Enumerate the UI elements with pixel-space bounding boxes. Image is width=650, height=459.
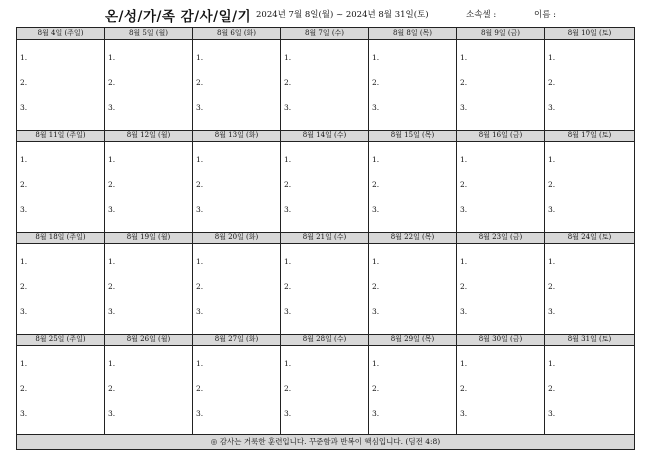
entry-line-number: 3. (108, 307, 116, 316)
day-header: 8월 9일 (금) (457, 28, 544, 40)
entry-line-number: 3. (460, 205, 468, 214)
day-cell[interactable] (105, 334, 193, 436)
day-header: 8월 17일 (토) (545, 130, 634, 142)
entry-line-number: 3. (548, 307, 556, 316)
entry-line-number: 2. (284, 384, 292, 393)
day-header: 8월 26일 (월) (105, 334, 192, 346)
entry-line-number: 3. (372, 103, 380, 112)
name-label: 이름 : (534, 10, 556, 20)
entry-line-number: 1. (20, 53, 28, 62)
day-header: 8월 24일 (토) (545, 232, 634, 244)
day-header: 8월 28일 (수) (281, 334, 368, 346)
entry-line-number: 3. (196, 409, 204, 418)
entry-line-number: 2. (108, 384, 116, 393)
entry-line-number: 1. (284, 257, 292, 266)
week-divider (17, 130, 634, 131)
entry-line-number: 3. (108, 205, 116, 214)
entry-line-number: 1. (548, 53, 556, 62)
day-header: 8월 6일 (화) (193, 28, 280, 40)
entry-line-number: 1. (108, 359, 116, 368)
day-cell[interactable] (369, 130, 457, 232)
entry-line-number: 1. (284, 53, 292, 62)
entry-line-number: 1. (108, 155, 116, 164)
entry-line-number: 2. (196, 78, 204, 87)
day-cell[interactable] (105, 232, 193, 334)
entry-line-number: 1. (196, 257, 204, 266)
entry-line-number: 3. (20, 409, 28, 418)
week-divider (17, 232, 634, 233)
day-cell[interactable] (369, 232, 457, 334)
day-header: 8월 5일 (월) (105, 28, 192, 40)
day-header: 8월 10일 (토) (545, 28, 634, 40)
entry-line-number: 1. (372, 155, 380, 164)
entry-line-number: 3. (284, 409, 292, 418)
page-header (0, 0, 650, 26)
day-header: 8월 8일 (목) (369, 28, 456, 40)
entry-line-number: 2. (460, 282, 468, 291)
day-header: 8월 22일 (목) (369, 232, 456, 244)
entry-line-number: 2. (460, 180, 468, 189)
entry-line-number: 3. (20, 205, 28, 214)
day-cell[interactable] (281, 232, 369, 334)
day-header: 8월 31일 (토) (545, 334, 634, 346)
entry-line-number: 2. (108, 78, 116, 87)
entry-line-number: 1. (196, 359, 204, 368)
entry-line-number: 1. (196, 155, 204, 164)
entry-line-number: 3. (108, 103, 116, 112)
entry-line-number: 3. (548, 205, 556, 214)
entry-line-number: 2. (460, 384, 468, 393)
entry-line-number: 1. (372, 359, 380, 368)
day-header: 8월 14일 (수) (281, 130, 368, 142)
entry-line-number: 1. (548, 155, 556, 164)
entry-line-number: 3. (196, 205, 204, 214)
entry-line-number: 3. (372, 307, 380, 316)
day-cell[interactable] (457, 334, 545, 436)
entry-line-number: 1. (548, 257, 556, 266)
entry-line-number: 1. (284, 359, 292, 368)
entry-line-number: 1. (20, 257, 28, 266)
entry-line-number: 3. (20, 103, 28, 112)
day-header: 8월 12일 (월) (105, 130, 192, 142)
entry-line-number: 2. (284, 78, 292, 87)
entry-line-number: 2. (548, 78, 556, 87)
day-header: 8월 27일 (화) (193, 334, 280, 346)
entry-line-number: 2. (108, 180, 116, 189)
entry-line-number: 1. (372, 257, 380, 266)
day-cell[interactable] (545, 334, 634, 436)
entry-line-number: 2. (284, 282, 292, 291)
day-header: 8월 16일 (금) (457, 130, 544, 142)
day-header: 8월 13일 (화) (193, 130, 280, 142)
entry-line-number: 1. (460, 155, 468, 164)
week-row (17, 28, 634, 130)
day-cell[interactable] (281, 334, 369, 436)
day-cell[interactable] (281, 130, 369, 232)
entry-line-number: 3. (548, 409, 556, 418)
day-header: 8월 11일 (주일) (17, 130, 104, 142)
week-row (17, 232, 634, 334)
day-cell[interactable] (193, 334, 281, 436)
day-header: 8월 15일 (목) (369, 130, 456, 142)
entry-line-number: 1. (284, 155, 292, 164)
day-cell[interactable] (545, 28, 634, 130)
day-header: 8월 30일 (금) (457, 334, 544, 346)
day-header: 8월 7일 (수) (281, 28, 368, 40)
entry-line-number: 2. (284, 180, 292, 189)
day-cell[interactable] (457, 232, 545, 334)
day-cell[interactable] (17, 334, 105, 436)
day-header: 8월 4일 (주일) (17, 28, 104, 40)
entry-line-number: 2. (20, 180, 28, 189)
entry-line-number: 3. (460, 103, 468, 112)
day-cell[interactable] (369, 28, 457, 130)
day-cell[interactable] (281, 28, 369, 130)
entry-line-number: 1. (20, 155, 28, 164)
day-header: 8월 25일 (주일) (17, 334, 104, 346)
entry-line-number: 2. (372, 282, 380, 291)
day-header: 8월 29일 (목) (369, 334, 456, 346)
day-cell[interactable] (17, 130, 105, 232)
entry-line-number: 2. (548, 180, 556, 189)
entry-line-number: 3. (460, 307, 468, 316)
day-cell[interactable] (105, 130, 193, 232)
entry-line-number: 1. (196, 53, 204, 62)
day-cell[interactable] (545, 130, 634, 232)
entry-line-number: 3. (284, 205, 292, 214)
belong-label: 소속셀 : (466, 10, 497, 20)
entry-line-number: 3. (548, 103, 556, 112)
day-cell[interactable] (457, 28, 545, 130)
entry-line-number: 2. (20, 384, 28, 393)
entry-line-number: 2. (460, 78, 468, 87)
day-cell[interactable] (105, 28, 193, 130)
day-cell[interactable] (457, 130, 545, 232)
period-text: 2024년 7월 8일(월) ~ 2024년 8월 31일(토) (256, 10, 429, 20)
entry-line-number: 1. (548, 359, 556, 368)
entry-line-number: 2. (372, 384, 380, 393)
day-header: 8월 21일 (수) (281, 232, 368, 244)
entry-line-number: 2. (196, 384, 204, 393)
entry-line-number: 3. (196, 307, 204, 316)
entry-line-number: 3. (20, 307, 28, 316)
entry-line-number: 2. (196, 180, 204, 189)
entry-line-number: 1. (460, 257, 468, 266)
day-cell[interactable] (545, 232, 634, 334)
week-divider (17, 334, 634, 335)
entry-line-number: 1. (108, 257, 116, 266)
entry-line-number: 1. (460, 359, 468, 368)
day-cell[interactable] (17, 232, 105, 334)
entry-line-number: 1. (372, 53, 380, 62)
entry-line-number: 3. (284, 307, 292, 316)
page-title: 온/성/가/족 감/사/일/기 (105, 9, 252, 25)
entry-line-number: 2. (20, 78, 28, 87)
entry-line-number: 3. (372, 409, 380, 418)
day-header: 8월 18일 (주일) (17, 232, 104, 244)
entry-line-number: 3. (196, 103, 204, 112)
day-cell[interactable] (193, 28, 281, 130)
entry-line-number: 1. (108, 53, 116, 62)
footer-verse: ◎ 감사는 거룩한 훈련입니다. 꾸준함과 반복이 핵심입니다. (딤전 4:8) (17, 434, 634, 449)
entry-line-number: 2. (20, 282, 28, 291)
entry-line-number: 1. (20, 359, 28, 368)
day-header: 8월 20일 (화) (193, 232, 280, 244)
calendar-grid (16, 27, 635, 450)
entry-line-number: 3. (284, 103, 292, 112)
entry-line-number: 1. (460, 53, 468, 62)
day-cell[interactable] (369, 334, 457, 436)
day-cell[interactable] (17, 28, 105, 130)
entry-line-number: 2. (196, 282, 204, 291)
week-row (17, 334, 634, 436)
week-row (17, 130, 634, 232)
day-cell[interactable] (193, 130, 281, 232)
entry-line-number: 2. (372, 78, 380, 87)
entry-line-number: 2. (372, 180, 380, 189)
entry-line-number: 2. (548, 282, 556, 291)
day-header: 8월 19일 (월) (105, 232, 192, 244)
day-header: 8월 23일 (금) (457, 232, 544, 244)
day-cell[interactable] (193, 232, 281, 334)
entry-line-number: 3. (460, 409, 468, 418)
entry-line-number: 2. (108, 282, 116, 291)
entry-line-number: 3. (108, 409, 116, 418)
entry-line-number: 3. (372, 205, 380, 214)
entry-line-number: 2. (548, 384, 556, 393)
